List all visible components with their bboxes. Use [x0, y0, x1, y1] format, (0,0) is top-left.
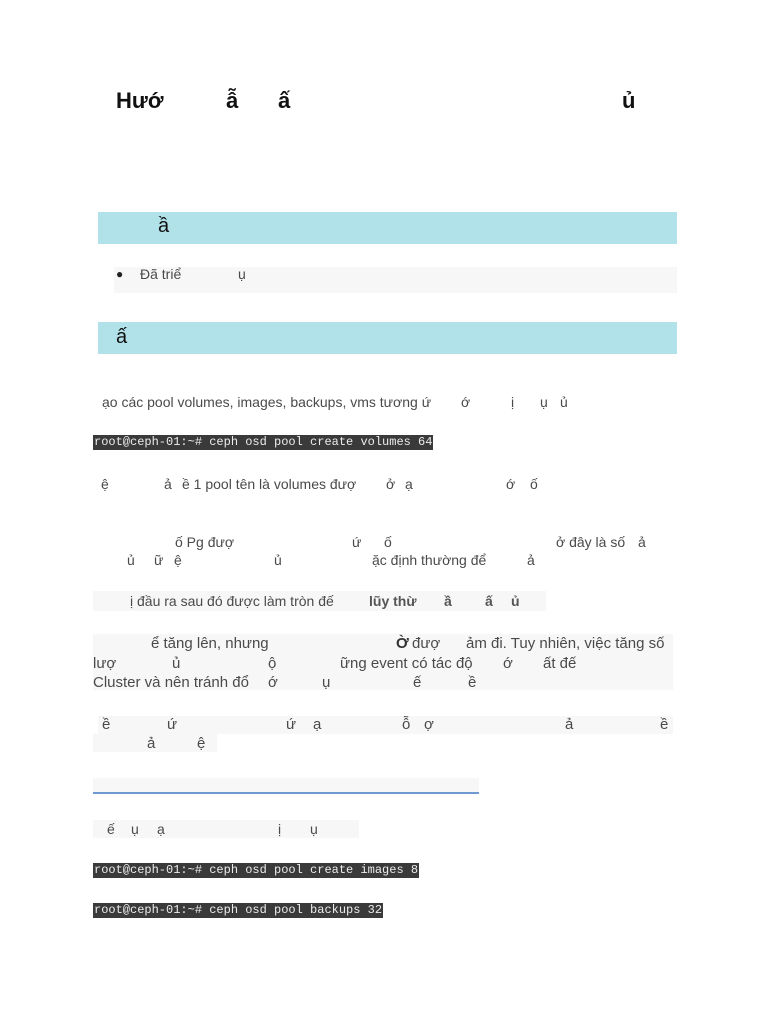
text-run: ụ [131, 821, 139, 837]
text-run: ề [660, 716, 669, 733]
text-run: ả [527, 552, 535, 568]
text-run: ụ [310, 821, 318, 837]
text-run: ứ [286, 716, 297, 733]
title-fragment: ủ [622, 88, 636, 113]
text-run: ụ [540, 394, 548, 410]
bullet-text: Đã triể [140, 266, 182, 282]
section-heading: ầ [158, 215, 170, 237]
code-block-backups[interactable]: root@ceph-01:~# ceph osd pool backups 32 [94, 903, 383, 917]
text-run: ố [384, 534, 392, 550]
text-run: ững event có tác độ [340, 655, 473, 672]
bullet-text: ụ [238, 266, 246, 282]
text-run: ặc định thường để [372, 552, 487, 568]
horizontal-rule [93, 792, 479, 794]
text-run: ị [278, 821, 282, 837]
bold-run: ủ [511, 593, 520, 609]
text-run: ớ [506, 476, 516, 492]
title-fragment: ẫ [226, 88, 239, 113]
text-run: ạ [157, 821, 165, 837]
text-run: đượ [412, 635, 441, 652]
text-run: ế [413, 674, 422, 691]
text-run: ề [102, 716, 111, 733]
code-block-create-images[interactable]: root@ceph-01:~# ceph osd pool create images 8 [94, 863, 419, 877]
text-run: ề [468, 674, 477, 691]
text-run: ở đây là số [556, 534, 626, 550]
text-run: ố Pg đượ [175, 534, 235, 550]
section-heading-band [98, 212, 677, 244]
text-run: ợ [424, 716, 434, 733]
code-block-create-volumes[interactable]: root@ceph-01:~# ceph osd pool create volumes 64 [94, 435, 433, 449]
text-run: ả [565, 716, 574, 733]
text-run: ở [386, 476, 396, 492]
text-run: ả [147, 735, 156, 752]
text-run: ủ [172, 655, 181, 672]
text-run: ố [530, 476, 538, 492]
bold-run: ầ [444, 593, 452, 609]
text-run: ị [511, 394, 515, 410]
text-run: ảm đi. Tuy nhiên, việc tăng số [466, 635, 665, 652]
text-run: ứ [352, 534, 362, 550]
text-run: ớ [268, 674, 278, 691]
text-run: Cluster và nên tránh đổ [93, 674, 249, 691]
text-run: ữ [154, 552, 164, 568]
title-fragment: ấ [278, 88, 291, 113]
text-run: ả [638, 534, 646, 550]
text-run: ạo các pool volumes, images, backups, vms tương ứ [102, 394, 432, 410]
text-run: ệ [174, 552, 182, 568]
text-run: ớ [461, 394, 471, 410]
bold-run: ấ [485, 593, 493, 609]
text-shade [98, 716, 673, 734]
text-run: ủ [274, 552, 282, 568]
text-run: ớ [503, 655, 513, 672]
text-run: ụ [322, 674, 331, 691]
text-run: ế [107, 821, 115, 837]
bold-run: Ờ [396, 635, 409, 652]
section-heading: ấ [116, 326, 128, 348]
section-heading-band [98, 322, 677, 354]
text-run: ỗ [402, 716, 411, 733]
bullet-marker: ● [116, 267, 124, 281]
text-run: ạ [405, 476, 413, 492]
bold-run: lũy thừ [369, 593, 417, 609]
title-fragment: Hướ [116, 88, 164, 113]
text-run: ộ [268, 655, 277, 672]
bullet-shade [114, 267, 677, 293]
text-run: ả [164, 476, 172, 492]
text-run: ạ [313, 716, 322, 733]
text-run: lượ [93, 655, 117, 672]
text-run: ất đế [543, 655, 577, 672]
text-run: ị đầu ra sau đó được làm tròn đế [130, 593, 334, 609]
text-run: ệ [197, 735, 206, 752]
text-run: ề 1 pool tên là volumes đượ [182, 476, 357, 492]
text-run: ủ [560, 394, 568, 410]
text-run: ệ [101, 476, 109, 492]
text-run: ể tăng lên, nhưng [151, 635, 269, 652]
text-shade [93, 778, 479, 792]
text-run: ủ [127, 552, 135, 568]
text-run: ứ [167, 716, 178, 733]
